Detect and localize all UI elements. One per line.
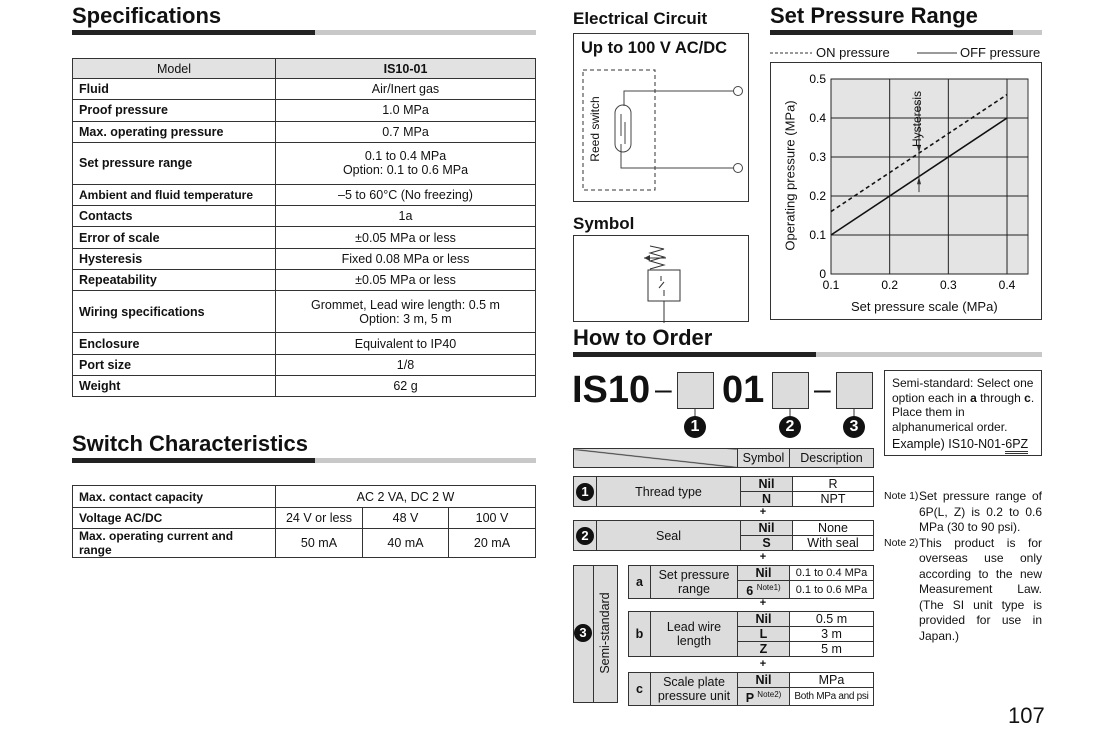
- dash: –: [814, 373, 831, 406]
- plus: +: [759, 551, 767, 563]
- note-key: Note 1): [884, 490, 919, 502]
- note-ref: Note2): [757, 690, 782, 699]
- option-label: Lead wire length: [651, 612, 738, 657]
- seal-table: [573, 520, 874, 551]
- spec-label: Ambient and fluid temperature: [73, 184, 276, 205]
- spec-value-line: 1/8: [396, 357, 415, 372]
- cell: 24 V or less: [276, 508, 363, 529]
- cell: 20 mA: [449, 529, 536, 558]
- spec-value: [276, 142, 536, 184]
- desc-cell: 5 m: [790, 642, 874, 657]
- semi-standard-note: [884, 370, 1042, 456]
- pressure-switch-symbol-icon: [574, 236, 750, 323]
- desc-cell: MPa: [790, 673, 874, 688]
- thread-table: [573, 476, 874, 507]
- legend-on: ON pressure: [816, 45, 890, 60]
- circuit-heading: Electrical Circuit: [573, 9, 708, 28]
- cell: Max. contact capacity: [73, 486, 276, 508]
- spec-value: [276, 291, 536, 333]
- legend-solid-icon: [917, 44, 957, 58]
- desc-cell: NPT: [793, 492, 874, 507]
- spec-value: [276, 206, 536, 227]
- note-a: a: [970, 390, 977, 405]
- order-header: [573, 448, 874, 468]
- desc-cell: Both MPa and psi: [790, 688, 874, 706]
- note-text: Set pressure range of 6P(L, Z) is 0.2 to 0.6 MPa (30 to 90 psi).: [919, 489, 1042, 534]
- spec-label: Set pressure range: [73, 142, 276, 184]
- marker-3: 3: [574, 624, 592, 642]
- symbol-cell: Nil: [738, 673, 790, 688]
- note-key: Note 2): [884, 536, 919, 549]
- note-paragraph: [892, 376, 1036, 434]
- x-axis-label: Set pressure scale (MPa): [851, 299, 998, 314]
- option-key: b: [629, 612, 651, 657]
- how-to-order-heading: How to Order: [573, 325, 713, 350]
- spec-row: [73, 79, 536, 100]
- spec-row: [73, 248, 536, 269]
- spec-value: [276, 248, 536, 269]
- symbol-cell: Nil: [741, 477, 793, 492]
- x-tick-label: 0.1: [822, 278, 840, 292]
- option-box-2: [772, 372, 809, 409]
- page-number: 107: [1008, 703, 1045, 728]
- y-tick-label: 0.2: [809, 189, 826, 203]
- heading-rule: [72, 30, 536, 35]
- spec-value-line: ±0.05 MPa or less: [355, 230, 456, 245]
- option-c-table: [628, 672, 874, 706]
- plus: +: [759, 506, 767, 518]
- y-tick-label: 0.1: [809, 228, 826, 242]
- spec-value-line: Option: 3 m, 5 m: [359, 311, 452, 326]
- notes: [884, 489, 1042, 644]
- symbol-cell: Nil: [738, 612, 790, 627]
- spec-row: [73, 206, 536, 227]
- cell: Voltage AC/DC: [73, 508, 276, 529]
- legend-off: OFF pressure: [960, 45, 1041, 60]
- symbol-cell: L: [738, 627, 790, 642]
- symbol-cell: P: [745, 691, 754, 706]
- spec-table: [72, 58, 536, 397]
- spec-row: [73, 227, 536, 248]
- col-symbol: Symbol: [738, 449, 790, 468]
- spec-label: Proof pressure: [73, 100, 276, 121]
- reed-switch-label: Reed switch: [588, 96, 602, 162]
- desc-cell: None: [793, 521, 874, 536]
- spec-value-line: 1a: [398, 209, 413, 224]
- desc-cell: 0.1 to 0.4 MPa: [790, 566, 874, 581]
- spec-value: [276, 100, 536, 121]
- spec-label: Contacts: [73, 206, 276, 227]
- heading-rule: [72, 458, 536, 463]
- spec-value: [276, 227, 536, 248]
- spec-value-line: 0.1 to 0.4 MPa: [364, 149, 447, 164]
- note-text: This product is for overseas use only according to the new Measurement Law. (The SI unit type is provided for use in Japan.): [919, 535, 1042, 643]
- spec-row: [73, 270, 536, 291]
- option-label: Scale plate pressure unit: [651, 673, 738, 706]
- spec-value: [276, 354, 536, 375]
- symbol-box: [573, 235, 749, 322]
- plus: +: [759, 658, 767, 670]
- spec-label: Wiring specifications: [73, 291, 276, 333]
- spec-value: [276, 184, 536, 205]
- spec-value: [276, 270, 536, 291]
- cell: 40 mA: [363, 529, 449, 558]
- option-box-1: [677, 372, 714, 409]
- spec-value: [276, 333, 536, 354]
- marker-3: 3: [843, 416, 865, 438]
- cell: Max. operating current and range: [73, 529, 276, 558]
- note-text: through: [976, 390, 1025, 405]
- y-tick-label: 0.4: [809, 111, 826, 125]
- spec-label: Repeatability: [73, 270, 276, 291]
- cell: AC 2 VA, DC 2 W: [276, 486, 536, 508]
- spec-row: [73, 354, 536, 375]
- plot-area: [831, 79, 1028, 274]
- y-tick-label: 0.3: [809, 150, 826, 164]
- spec-row: [73, 121, 536, 142]
- note-text: Semi-standard: Select one option each in: [892, 376, 1034, 405]
- y-tick-label: 0: [819, 267, 826, 281]
- spec-value-line: 62 g: [393, 379, 418, 394]
- legend-dashed-icon: [770, 44, 814, 58]
- option-key: c: [629, 673, 651, 706]
- spec-value-line: Equivalent to IP40: [354, 336, 457, 351]
- spec-label: Max. operating pressure: [73, 121, 276, 142]
- desc-cell: With seal: [793, 536, 874, 551]
- x-tick-label: 0.2: [881, 278, 899, 292]
- symbol-cell: N: [741, 492, 793, 507]
- spec-row: [73, 291, 536, 333]
- part-prefix: IS10: [572, 369, 651, 411]
- spec-value-line: 1.0 MPa: [382, 103, 429, 118]
- spec-row: [73, 375, 536, 396]
- part-mid: 01: [722, 369, 765, 411]
- symbol-cell: Z: [738, 642, 790, 657]
- spec-value-line: –5 to 60°C (No freezing): [338, 188, 473, 203]
- spec-label: Fluid: [73, 79, 276, 100]
- y-tick-label: 0.5: [809, 72, 826, 86]
- marker-2: 2: [576, 527, 594, 545]
- note-c: c: [1024, 390, 1031, 405]
- spec-row: [73, 184, 536, 205]
- spec-row: [73, 142, 536, 184]
- spec-value-line: 0.7 MPa: [382, 124, 429, 139]
- chart-plot: [770, 62, 1042, 320]
- symbol-cell: 6: [746, 584, 754, 599]
- spec-label: Error of scale: [73, 227, 276, 248]
- desc-cell: 0.5 m: [790, 612, 874, 627]
- heading-rule: [573, 352, 1042, 357]
- option-a-table: [628, 565, 874, 599]
- marker-2: 2: [779, 416, 801, 438]
- desc-cell: 3 m: [790, 627, 874, 642]
- switch-table: [72, 485, 536, 558]
- spec-value-line: Fixed 0.08 MPa or less: [341, 251, 470, 266]
- x-tick-label: 0.4: [998, 278, 1016, 292]
- specifications-heading: Specifications: [72, 3, 222, 28]
- spec-label: Enclosure: [73, 333, 276, 354]
- symbol-cell: Nil: [738, 566, 790, 581]
- marker-1: 1: [576, 483, 594, 501]
- note-ref: Note1): [756, 583, 781, 592]
- col-description: Description: [790, 449, 874, 468]
- symbol-heading: Symbol: [573, 214, 635, 233]
- option-label: Set pressure range: [651, 566, 738, 599]
- switch-heading: Switch Characteristics: [72, 431, 308, 456]
- semi-label: Semi-standard: [598, 592, 612, 674]
- x-tick-label: 0.3: [939, 278, 957, 292]
- model-label: Model: [73, 59, 276, 79]
- cell: 100 V: [449, 508, 536, 529]
- connector-lines: [570, 408, 880, 418]
- thread-label: Thread type: [597, 477, 741, 507]
- option-b-table: [628, 611, 874, 657]
- y-axis-label: Operating pressure (MPa): [782, 100, 798, 251]
- spec-value-line: Air/Inert gas: [371, 82, 440, 97]
- option-key: a: [629, 566, 651, 599]
- spec-value: [276, 375, 536, 396]
- symbol-cell: Nil: [741, 521, 793, 536]
- spec-value: [276, 79, 536, 100]
- symbol-cell: S: [741, 536, 793, 551]
- voltage-label: Up to 100 V AC/DC: [581, 39, 728, 57]
- example-suffix: 6PZ: [1005, 437, 1028, 454]
- note-text: . Place them in alphanumerical order.: [892, 390, 1035, 434]
- model-value: IS10-01: [276, 59, 536, 79]
- spec-label: Weight: [73, 375, 276, 396]
- spec-row: [73, 100, 536, 121]
- dash: –: [655, 373, 672, 406]
- desc-cell: R: [793, 477, 874, 492]
- hysteresis-annotation: Hysteresis: [910, 91, 924, 148]
- spec-value-line: Option: 0.1 to 0.6 MPa: [342, 163, 469, 178]
- spec-row: [73, 333, 536, 354]
- spec-value: [276, 121, 536, 142]
- spec-label: Port size: [73, 354, 276, 375]
- corner-cell: [574, 449, 738, 468]
- semi-marker-cell: [573, 565, 593, 703]
- cell: 50 mA: [276, 529, 363, 558]
- desc-cell: 0.1 to 0.6 MPa: [790, 581, 874, 599]
- spec-label: Hysteresis: [73, 248, 276, 269]
- heading-rule: [770, 30, 1042, 35]
- circuit-box: [573, 33, 749, 202]
- example: [892, 437, 1028, 451]
- marker-1: 1: [684, 416, 706, 438]
- spec-value-line: Grommet, Lead wire length: 0.5 m: [311, 297, 500, 312]
- example-text: Example) IS10-N01-: [892, 437, 1006, 451]
- chart-title: Set Pressure Range: [770, 3, 978, 28]
- seal-label: Seal: [597, 521, 741, 551]
- spec-value-line: ±0.05 MPa or less: [355, 273, 456, 288]
- semi-label-cell: [593, 565, 618, 703]
- cell: 48 V: [363, 508, 449, 529]
- plus: +: [759, 597, 767, 609]
- option-box-3: [836, 372, 873, 409]
